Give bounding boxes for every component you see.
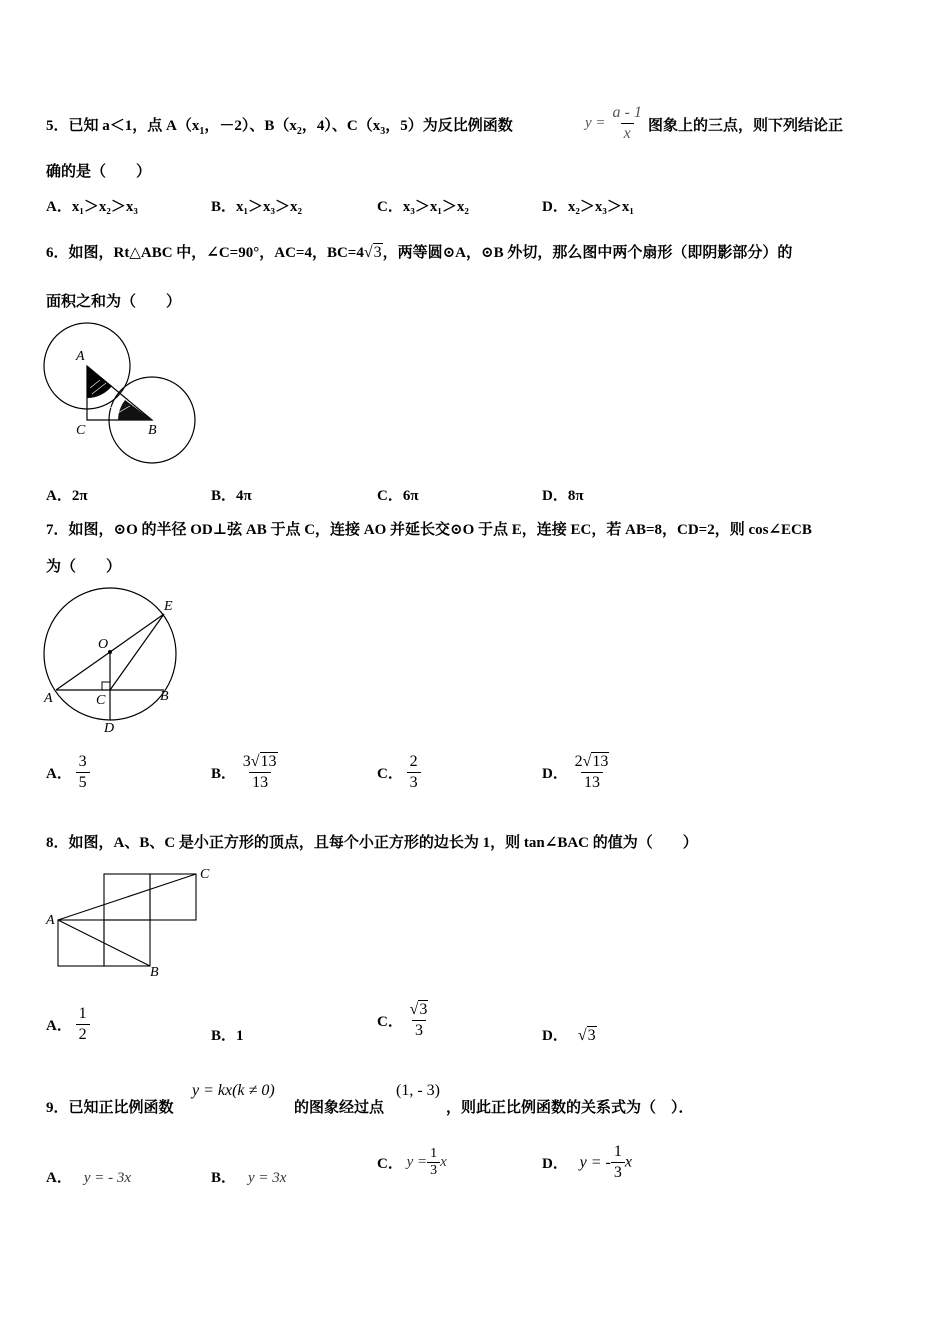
- q5-function-formula: [585, 103, 645, 144]
- q7-option-c[interactable]: [377, 752, 421, 793]
- q6-option-b[interactable]: [211, 484, 252, 505]
- q5-option-a[interactable]: [46, 195, 138, 216]
- denominator: 3: [611, 1162, 625, 1183]
- q5-stem-tail: 图象上的三点，则下列结论正: [648, 118, 844, 134]
- denominator: 3: [427, 1162, 440, 1179]
- center-dot: [108, 650, 112, 654]
- q8-stem-line1: 8．如图，A、B、C 是小正方形的顶点，且每个小正方形的边长为 1，则 tan∠BAC 的值为（ ）: [46, 835, 698, 851]
- option-label: B．: [211, 488, 237, 504]
- q7-option-d[interactable]: [542, 752, 612, 793]
- q5-stem-text: 5．已知 a＜1，点 A（x: [46, 118, 200, 134]
- q8-option-b[interactable]: [211, 1024, 244, 1045]
- option-label: B．: [211, 1028, 237, 1044]
- q5-stem-text: ，－2）、B（x: [204, 118, 297, 134]
- option-label: A．: [46, 1018, 72, 1034]
- q9-option-d[interactable]: [542, 1142, 632, 1183]
- option-label: D．: [542, 488, 568, 504]
- option-label: D．: [542, 1156, 568, 1172]
- q9-option-b[interactable]: [211, 1166, 286, 1187]
- numerator: 2√13: [574, 753, 609, 770]
- numerator: 3: [78, 753, 87, 770]
- sqrt-expression: √3: [363, 244, 382, 261]
- option-fraction: [407, 1000, 432, 1041]
- q6-option-a[interactable]: [46, 484, 88, 505]
- q5-stem-text: ，5）为反比例函数: [385, 118, 513, 134]
- q9-stem-part2: 的图象经过点: [294, 1100, 385, 1116]
- grid-squares: [58, 874, 196, 966]
- formula-lhs: y = -: [579, 1153, 611, 1171]
- option-label: B．: [211, 199, 237, 215]
- option-label: C．: [377, 199, 403, 215]
- label-o: O: [98, 637, 109, 652]
- line-ec: [110, 614, 164, 690]
- radicand: 13: [592, 753, 609, 770]
- grid-square: [58, 920, 104, 966]
- formula-lhs: y =: [406, 1154, 428, 1170]
- option-text: x₁＞x₃＞x₂: [236, 199, 303, 215]
- formula-lhs: y =: [585, 115, 606, 131]
- label-a: A: [76, 349, 85, 364]
- q9-function-formula: y = kx(k ≠ 0): [192, 1082, 275, 1099]
- option-fraction: [407, 752, 421, 793]
- numerator: 1: [430, 1146, 438, 1161]
- q5-stem-text: ，4）、C（x: [301, 118, 381, 134]
- label-a: A: [44, 691, 53, 706]
- denominator: 13: [581, 772, 603, 793]
- option-text: x₃＞x₁＞x₂: [402, 199, 469, 215]
- sub: 3: [380, 126, 386, 137]
- q8-option-a[interactable]: [46, 1004, 90, 1045]
- q8-figure: [40, 862, 220, 982]
- label-a: A: [46, 913, 55, 928]
- option-text: 2π: [71, 488, 88, 504]
- option-label: C．: [377, 488, 403, 504]
- denominator: 13: [249, 772, 271, 793]
- q7-stem-line1: 7．如图，⊙O 的半径 OD⊥弦 AB 于点 C，连接 AO 并延长交⊙O 于点 E，连接 EC，若 AB=8，CD=2，则 cos∠ECB: [46, 522, 812, 538]
- option-text: x₁＞x₂＞x₃: [71, 199, 138, 215]
- q9-stem-part1: 9．已知正比例函数: [46, 1100, 174, 1116]
- coefficient: 3: [242, 753, 251, 770]
- label-b: B: [148, 423, 157, 438]
- radicand: 3: [587, 1027, 596, 1044]
- option-label: B．: [211, 1170, 237, 1186]
- denominator: 2: [76, 1024, 90, 1045]
- option-label: C．: [377, 1014, 403, 1030]
- q8-option-d[interactable]: [542, 1024, 597, 1045]
- q6-stem-text: ，两等圆⊙A，⊙B 外切，那么图中两个扇形（即阴影部分）的: [382, 245, 793, 261]
- right-angle-mark: [102, 682, 110, 690]
- numerator: a - 1: [612, 104, 642, 121]
- q7-option-a[interactable]: [46, 752, 90, 793]
- numerator: 3√13: [242, 753, 277, 770]
- q9-option-c[interactable]: [377, 1146, 447, 1179]
- option-fraction: [76, 752, 90, 793]
- q7-option-b[interactable]: [211, 752, 281, 793]
- q6-option-c[interactable]: [377, 484, 419, 505]
- label-e: E: [164, 599, 173, 614]
- radicand: 13: [260, 753, 277, 770]
- option-label: A．: [46, 488, 72, 504]
- q6-stem-text: 6．如图，Rt△ABC 中，∠C=90°，AC=4，BC=4: [46, 245, 364, 261]
- option-text: y = - 3x: [83, 1170, 132, 1186]
- option-text: 6π: [402, 488, 419, 504]
- label-c: C: [96, 693, 106, 708]
- option-label: A．: [46, 766, 72, 782]
- option-fraction: [611, 1142, 625, 1183]
- option-label: A．: [46, 1170, 72, 1186]
- option-text: 1: [236, 1028, 244, 1044]
- option-fraction: [572, 752, 613, 793]
- label-b: B: [160, 689, 169, 704]
- option-label: D．: [542, 1028, 568, 1044]
- q9-option-a[interactable]: [46, 1166, 131, 1187]
- q7-figure: [40, 584, 190, 734]
- sector-a: [87, 366, 112, 398]
- option-label: C．: [377, 766, 403, 782]
- numerator: 2: [409, 753, 418, 770]
- option-text: 4π: [236, 488, 252, 504]
- coefficient: 2: [574, 753, 583, 770]
- numerator: 1: [613, 1143, 622, 1160]
- option-fraction: [427, 1146, 440, 1179]
- option-text: y = 3x: [248, 1170, 287, 1186]
- label-b: B: [150, 965, 159, 980]
- q6-option-d[interactable]: [542, 484, 584, 505]
- option-fraction: [76, 1004, 90, 1045]
- q5-option-d[interactable]: [542, 195, 634, 216]
- option-label: D．: [542, 766, 568, 782]
- grid-square: [104, 920, 150, 966]
- grid-square: [150, 874, 196, 920]
- formula-rhs: x: [440, 1154, 447, 1170]
- denominator: x: [621, 123, 634, 144]
- formula-fraction: [610, 103, 645, 144]
- q6-stem-line2: 面积之和为（ ）: [46, 294, 182, 310]
- line-ac: [58, 874, 196, 920]
- sqrt-expression: √3: [577, 1027, 596, 1044]
- radicand: 3: [373, 244, 382, 261]
- label-c: C: [200, 867, 210, 882]
- q8-option-c[interactable]: [377, 1000, 431, 1041]
- option-label: A．: [46, 199, 72, 215]
- label-d: D: [104, 721, 115, 734]
- q6-figure: [40, 318, 200, 468]
- formula-rhs: x: [624, 1153, 632, 1171]
- q9-stem-part3: ，则此正比例函数的关系式为（ ）．: [446, 1100, 694, 1116]
- denominator: 3: [407, 772, 421, 793]
- option-fraction: [240, 752, 281, 793]
- q9-point: (1, - 3): [396, 1082, 440, 1099]
- label-c: C: [76, 423, 86, 438]
- denominator: 3: [412, 1020, 426, 1041]
- option-text: x₂＞x₃＞x₁: [567, 199, 634, 215]
- option-label: C．: [377, 1156, 403, 1172]
- numerator: 1: [78, 1005, 87, 1022]
- numerator: √3: [409, 1001, 428, 1018]
- sub: 1: [199, 126, 205, 137]
- q5-option-c[interactable]: [377, 195, 469, 216]
- option-label: D．: [542, 199, 568, 215]
- sub: 2: [296, 126, 302, 137]
- q5-option-b[interactable]: [211, 195, 302, 216]
- denominator: 5: [76, 772, 90, 793]
- q5-stem-line1: [46, 114, 513, 137]
- q7-stem-line2: 为（ ）: [46, 559, 122, 575]
- q5-stem-line2: 确的是（ ）: [46, 164, 152, 180]
- option-label: B．: [211, 766, 237, 782]
- option-text: 8π: [567, 488, 584, 504]
- q6-stem-line1: [46, 241, 792, 262]
- radicand: 3: [419, 1001, 428, 1018]
